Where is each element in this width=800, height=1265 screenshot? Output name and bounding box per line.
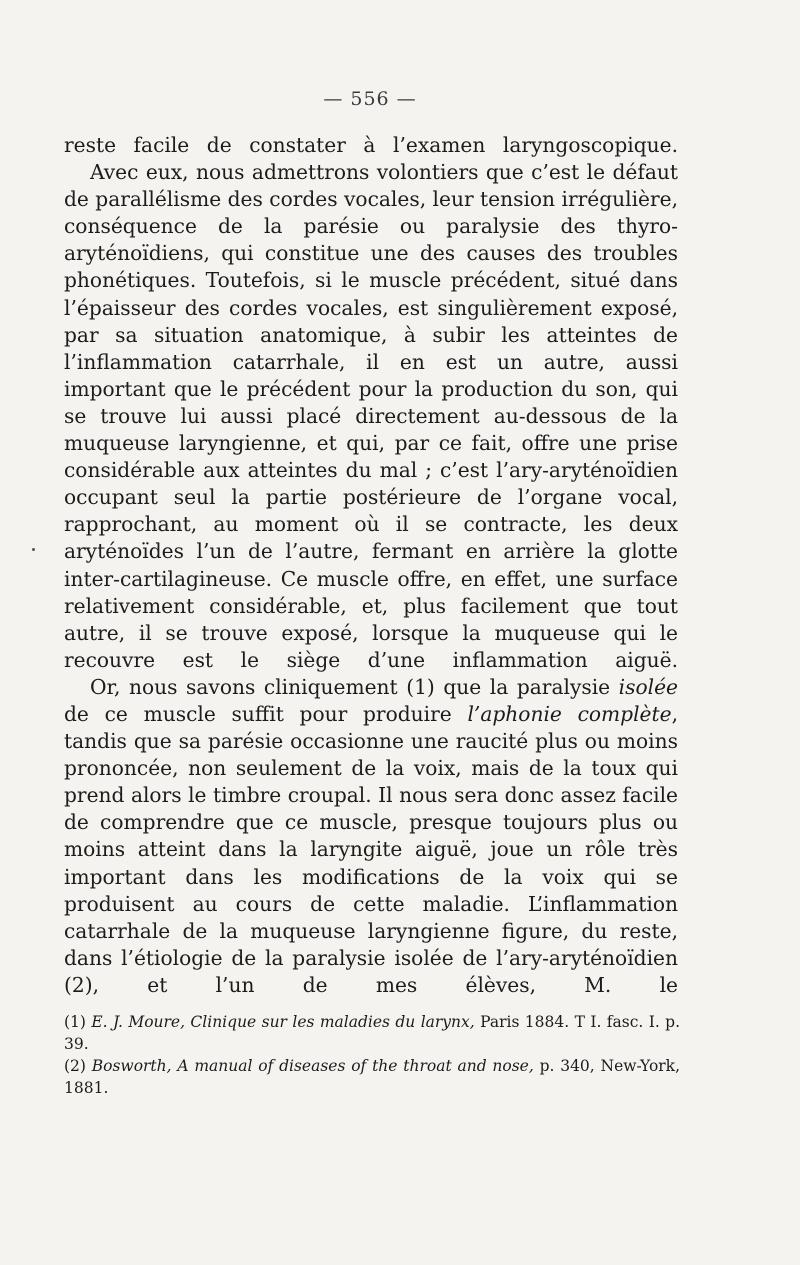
paragraph-3-part-1: Or, nous savons cliniquement (1) que la paralysie bbox=[90, 674, 619, 699]
footnote-2 bbox=[64, 1055, 680, 1099]
emphasis-aphonie-complete: l’aphonie complète bbox=[467, 701, 672, 726]
footnote-1-marker: (1) bbox=[64, 1013, 92, 1031]
paragraph-3 bbox=[64, 674, 678, 999]
paragraph-3-part-2: de ce muscle suffit pour produire bbox=[64, 701, 468, 726]
body-text bbox=[64, 132, 678, 999]
footnote-2-marker: (2) bbox=[64, 1057, 92, 1075]
paragraph-2: Avec eux, nous admettrons volontiers que c’est le défaut de parallélisme des cordes vocales, leur tension irrégulière, conséquence de la parésie ou paralysie des thyro-aryténoïdiens, qui constitue une des causes des troubles phonétiques. Toutefois, si le muscle précédent, situé dans l’épaisseur des cordes vocales, est singulièrement exposé, par sa situation anatomique, à subir les atteintes de l’inflammation catarrhale, il en est un autre, aussi important que le précédent pour la production du son, qui se trouve lui aussi placé directement au-dessous de la muqueuse laryngienne, et qui, par ce fait, offre une prise considérable aux atteintes du mal ; c’est l’ary-aryténoïdien occupant seul la partie postérieure de l’organe vocal, rapprochant, au moment où il se contracte, les deux aryténoïdes l’un de l’autre, fermant en arrière la glotte inter-cartilagineuse. Ce muscle offre, en effet, une surface relativement considérable, et, plus facilement que tout autre, il se trouve exposé, lorsque la muqueuse qui le recouvre est le siège d’une inflammation aiguë. bbox=[64, 160, 678, 672]
footnote-2-details: p. 340, New-York, 1881. bbox=[64, 1057, 680, 1097]
footnote-1-details: Paris 1884. T I. fasc. I. p. 39. bbox=[64, 1013, 681, 1053]
paragraph-3-part-3: , tandis que sa parésie occasionne une raucité plus ou moins prononcée, non seulement de la voix, mais de la toux qui prend alors le timbre croupal. Il nous sera donc assez facile de comprendre que ce muscle, presque toujours plus ou moins atteint dans la laryngite aiguë, joue un rôle très important dans les modifications de la voix qui se produisent au cours de cette maladie. L’inflammation catarrhale de la muqueuse laryngienne figure, du reste, dans l’étiologie de la paralysie isolée de l’ary-aryténoïdien (2), et l’un de mes élèves, M. le bbox=[64, 701, 678, 997]
page-number: — 556 — bbox=[323, 88, 417, 110]
paragraph-1: reste facile de constater à l’examen laryngoscopique. bbox=[64, 133, 678, 157]
scan-speck bbox=[32, 548, 35, 551]
emphasis-isolee: isolée bbox=[618, 674, 678, 699]
footnote-1 bbox=[64, 1011, 680, 1055]
footnotes bbox=[64, 1011, 680, 1099]
footnote-2-citation: Bosworth, A manual of diseases of the throat and nose, bbox=[91, 1057, 534, 1075]
footnote-1-citation: E. J. Moure, Clinique sur les maladies du larynx, bbox=[91, 1013, 475, 1031]
